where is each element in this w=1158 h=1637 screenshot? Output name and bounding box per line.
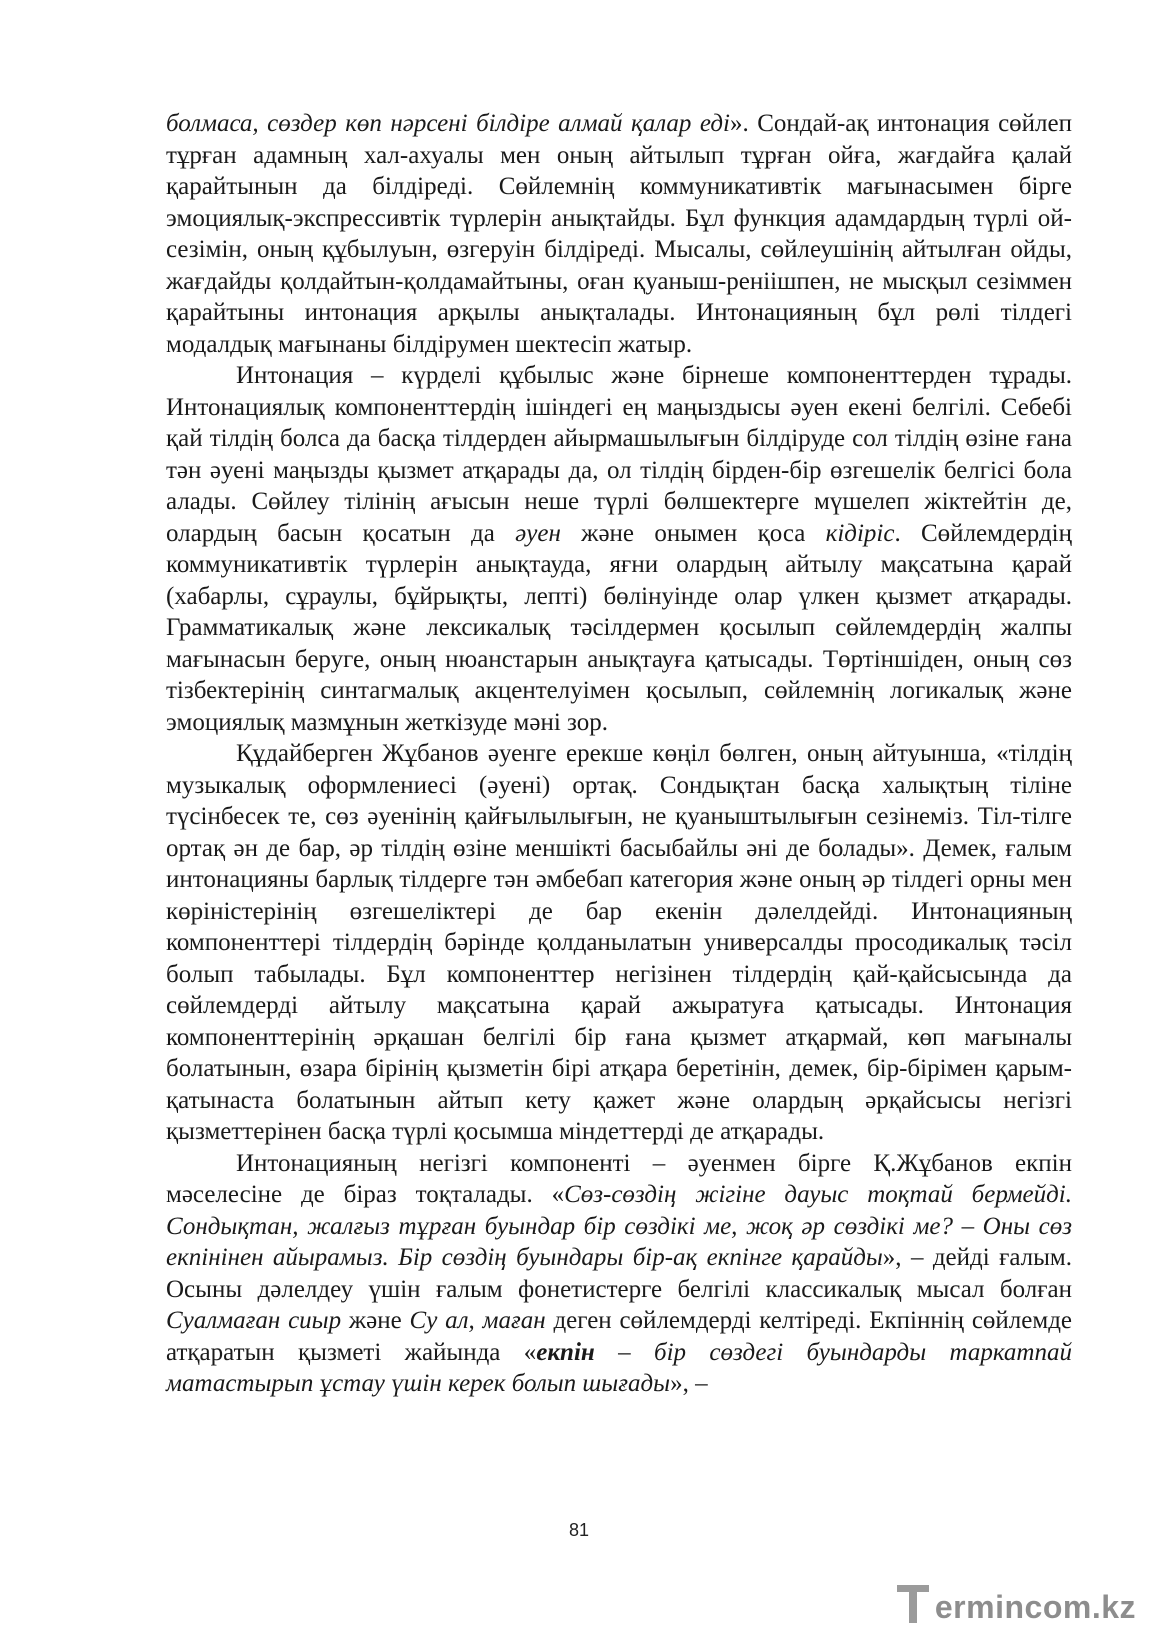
text-run-bold-italic: екпін — [536, 1338, 595, 1366]
text-run: және — [341, 1307, 410, 1334]
text-run: Интонация – күрделі құбылыс және бірнеше компоненттерден тұрады. Интонациялық компоненттердің ішіндегі ең маңыздысы әуен екені белгілі. Себебі қай тілдің болса да басқа тілдерден айырмашылығын білдіруде сол тілдің өзіне ғана тән әуені маңызды қызмет атқарады да, ол тілдің бірден-бір өзгешелік белгісі бола алады. Сөйлеу тілінің ағысын неше түрлі бөлшектерге мүшелеп жіктейтін де, олардың басын қосатын да — [166, 362, 1072, 547]
watermark — [893, 1579, 1136, 1627]
text-run: », – дейді ғалым. Осыны дәлелдеу үшін ғалым фонетистерге белгілі классикалық мысал болған — [166, 1244, 1072, 1303]
paragraph — [166, 738, 1072, 1148]
text-run-bold — [536, 1339, 595, 1366]
text-run-italic: Су ал, маған — [409, 1307, 546, 1334]
text-run-italic: әуен — [515, 519, 561, 547]
text-run: Құдайберген Жұбанов әуенге ерекше көңіл бөлген, оның айтуынша, «тілдің музыкалық оформлениесі (әуені) ортақ. Сондықтан басқа халықтың тіліне түсінбесек те, сөз әуенінің қайғылылығын, не қуаныштылығын сезінеміз. Тіл-тілге ортақ ән де бар, әр тілдің өзіне меншікті басыбайлы әні де болады». Демек, ғалым интонацияны барлық тілдерге тән әмбебап категория және оның әр тілдегі орны мен көріністерінің өзгешеліктері де бар екенін дәлелдейді. Интонацияның компоненттері тілдердің бәрінде қолданылатын универсалды просодикалық тәсіл болып табылады. Бұл компоненттер негізінен тілдердің қай-қайсысында да сөйлемдерді айтылу мақсатына қарай ажыратуға қатысады. Интонация компоненттерінің әрқашан белгілі бір ғана қызмет атқармай, көп мағыналы болатынын, өзара бірінің қызметін бірі атқара беретінін, демек, бір-бірімен қарым-қатынаста болатынын айтып кету қажет және олардың әрқайсысы негізгі қызметтерінен басқа түрлі қосымша міндеттерді де атқарады. — [166, 740, 1072, 1145]
text-run-italic: Суалмаған сиыр — [166, 1307, 342, 1334]
text-run: ». Сондай-ақ интонация сөйлеп тұрған адамның хал-ахуалы мен оның айтылып тұрған ойға, жағдайға қалай қарайтынын да білдіреді. Сөйлемнің коммуникативтік мағынасымен бірге эмоциялық-экспрессивтік түрлерін анықтайды. Бұл функция адамдардың түрлі ой-сезімін, оның құбылуын, өзгеруін білдіреді. Мысалы, сөйлеушінің айтылған ойды, жағдайды қолдайтын-қолдамайтыны, оған қуаныш-реніішпен, не мысқыл сезіммен қарайтыны интонация арқылы анықталады. Интонацияның бұл рөлі тілдегі модалдық мағынаны білдірумен шектесіп жатыр. — [166, 110, 1072, 358]
text-run: », – — [670, 1370, 708, 1397]
watermark-text: ermincom.kz — [934, 1589, 1136, 1625]
page-number: 81 — [568, 1520, 590, 1540]
text-run-italic: болмаса, сөздер көп нәрсені білдіре алмай қалар еді — [166, 110, 730, 137]
text-run-italic: Сөз-сөздің жігіне дауыс тоқтай бермейді. Сондықтан, жалғыз тұрған буындар бір сөздікі ме, жоқ әр сөздікі ме? – Оны сөз екпінінен айырамыз. Бір сөздің буындары бір-ақ екпінге қарайды — [166, 1181, 1072, 1271]
paragraph — [166, 1148, 1072, 1400]
paragraph — [166, 108, 1072, 360]
text-run: және онымен қоса — [560, 519, 826, 547]
termincom-logo-icon — [893, 1579, 933, 1627]
document-body — [166, 108, 1072, 1400]
text-run: Интонацияның негізгі компоненті – әуенмен бірге Қ.Жұбанов екпін мәселесіне де біраз тоқталады. « — [166, 1149, 1072, 1208]
text-run: деген сөйлемдерді келтіреді. Екпіннің сөйлемде атқаратын қызметі жайында « — [166, 1307, 1073, 1366]
text-run-italic: – бір сөздегі буындарды таркатпай матастырып ұстау үшін керек болып шығады — [166, 1338, 1072, 1397]
paragraph — [166, 360, 1072, 738]
text-run-italic: кідіріс — [825, 519, 895, 547]
text-run: . Сөйлемдердің коммуникативтік түрлерін анықтауда, яғни олардың айтылу мақсатына қарай (хабарлы, сұраулы, бұйрықты, лепті) бөлінуінде олар үлкен қызмет атқарады. Грамматикалық және лексикалық тәсілдермен қосылып сөйлемдердің жалпы мағынасын беруге, оның нюанстарын анықтауға қатысады. Төртіншіден, оның сөз тізбектерінің синтагмалық акцентелуімен қосылып, сөйлемнің логикалық және эмоциялық мазмұнын жеткізуде мәні зор. — [166, 519, 1072, 736]
